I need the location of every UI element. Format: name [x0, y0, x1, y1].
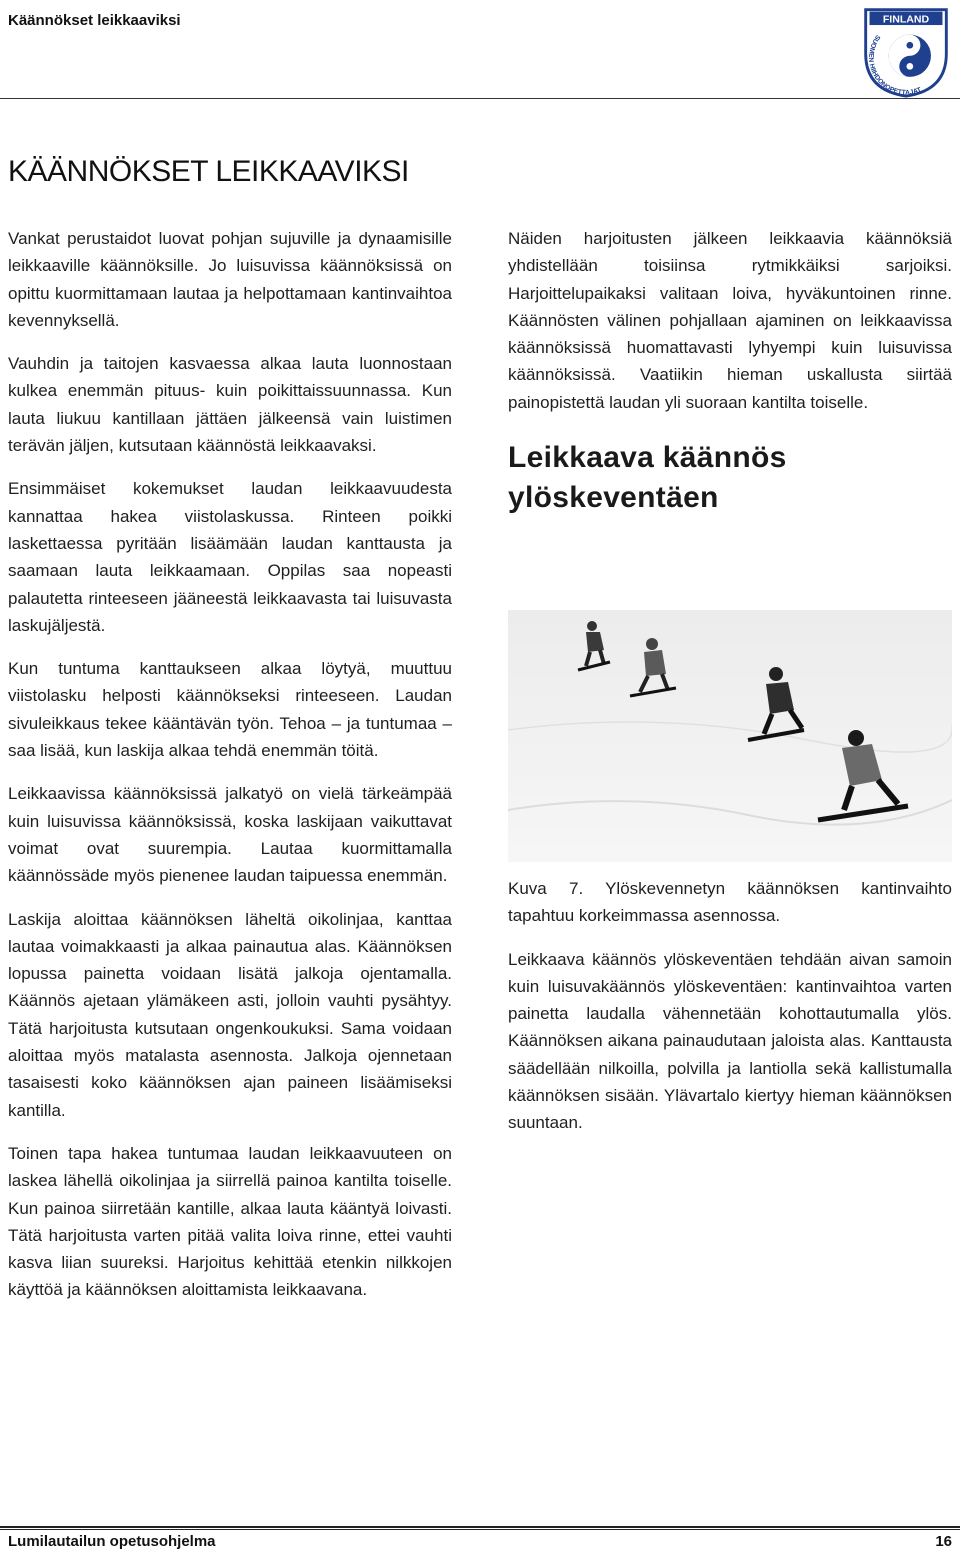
snowboarders-photo [508, 610, 952, 862]
logo-top-text: FINLAND [882, 13, 930, 26]
paragraph: Toinen tapa hakea tuntumaa laudan leikkaavuuteen on laskea lähellä oikolinjaa ja siirrellä painoa kantilta toiselle. Kun painoa siirretään kantille, alkaa lauta kääntyä loivasti. Tätä harjoitusta varten pitää valita loiva rinne, ettei vauhti kasva liian suureksi. Harjoitus kehittää etenkin nilkkojen käyttöä ja käännöksen aloittamista leikkaavana. [8, 1143, 452, 1300]
figure-caption: Kuva 7. Ylöskevennetyn käännöksen kantinvaihto tapahtuu korkeimmassa asennossa. [508, 879, 952, 926]
left-column [8, 225, 452, 1320]
footer-rule [0, 1526, 960, 1528]
running-header: Käännökset leikkaaviksi [8, 12, 181, 29]
finland-ski-instructors-logo [858, 2, 954, 98]
paragraph: Ensimmäiset kokemukset laudan leikkaavuudesta kannattaa hakea viistolaskussa. Rinteen poikki laskettaessa pyritään lisäämään laudan kanttausta ja saamaan lauta leikkaamaan. Oppilas saa nopeasti palautetta rinteeseen jääneestä leikkaavasta tai luisuvasta laskujäljestä. [8, 479, 452, 635]
section-subheading: Leikkaava käännös ylöskeventäen [508, 441, 787, 515]
footer-rule-thin [0, 1529, 960, 1530]
paragraph: Vauhdin ja taitojen kasvaessa alkaa lauta luonnostaan kulkea enemmän pituus- kuin poikittaissuunnassa. Kun lauta liukuu kantillaan jättäen jälkeensä vain luistimen terävän jäljen, kutsutaan käännöstä leikkaavaksi. [8, 354, 452, 456]
paragraph: Leikkaava käännös ylöskeventäen tehdään aivan samoin kuin luisuvakäännös ylöskeventäen: kantinvaihtoa varten painetta laudalla vähennetään kohottautumalla ylös. Käännöksen aikana painaudutaan jaloista alas. Kanttausta säädellään nilkoilla, polvilla ja lantiolla sekä kallistumalla käännöksen sisään. Ylävartalo kiertyy hieman käännöksen suuntaan. [508, 949, 952, 1133]
paragraph: Leikkaavissa käännöksissä jalkatyö on vielä tärkeämpää kuin luisuvissa käännöksissä, koska laskijaan vaikuttavat voimat ovat suurempia. Lautaa kuormittamalla käännössäde myös pienenee laudan taipuessa enemmän. [8, 784, 452, 886]
intro-paragraph: Näiden harjoitusten jälkeen leikkaavia käännöksiä yhdistellään toisiinsa rytmikkäiksi sarjoiksi. Harjoittelupaikaksi valitaan loiva, hyväkuntoinen rinne. Käännösten välinen pohjallaan ajaminen on leikkaavissa käännöksissä huomattavasti lyhyempi kuin luisuvissa käännöksissä. Vaatiikin hieman uskallusta siirtää painopistettä laudan yli suoraan kantilta toiselle. [508, 229, 952, 412]
paragraph: Laskija aloittaa käännöksen läheltä oikolinjaa, kanttaa lautaa voimakkaasti ja alkaa painautua alas. Käännöksen lopussa painetta voidaan lisätä jalkoja ojentamalla. Käännös ajetaan ylämäkeen asti, jolloin vauhti pysähtyy. Tätä harjoitusta kutsutaan ongenkoukuksi. Sama voidaan aloittaa myös matalasta asennosta. Jalkoja ojennetaan tasaisesti koko käännöksen ajan paineen lisäämiseksi kantilla. [8, 909, 452, 1120]
logo-arc-text: SUOMEN HIIHDONOPETTAJAT [867, 33, 923, 97]
footer-title: Lumilautailun opetusohjelma [8, 1533, 216, 1550]
caption-block [508, 875, 952, 1153]
right-column [508, 225, 952, 518]
paragraph: Vankat perustaidot luovat pohjan sujuville ja dynaamisille leikkaaville käännöksille. Jo luisuvissa käännöksissä on opittu kuormittamaan lautaa ja helpottamaan kantinvaihtoa kevennyksellä. [8, 229, 452, 330]
page-number: 16 [935, 1533, 952, 1550]
paragraph: Kun tuntuma kanttaukseen alkaa löytyä, muuttuu viistolasku helposti käännökseksi rinteeseen. Laudan sivuleikkaus tekee kääntävän työn. Tehoa – ja tuntumaa – saa lisää, kun laskija alkaa tehdä enemmän töitä. [8, 659, 452, 761]
page-title: KÄÄNNÖKSET LEIKKAAVIKSI [8, 155, 409, 188]
header-rule [0, 98, 960, 99]
